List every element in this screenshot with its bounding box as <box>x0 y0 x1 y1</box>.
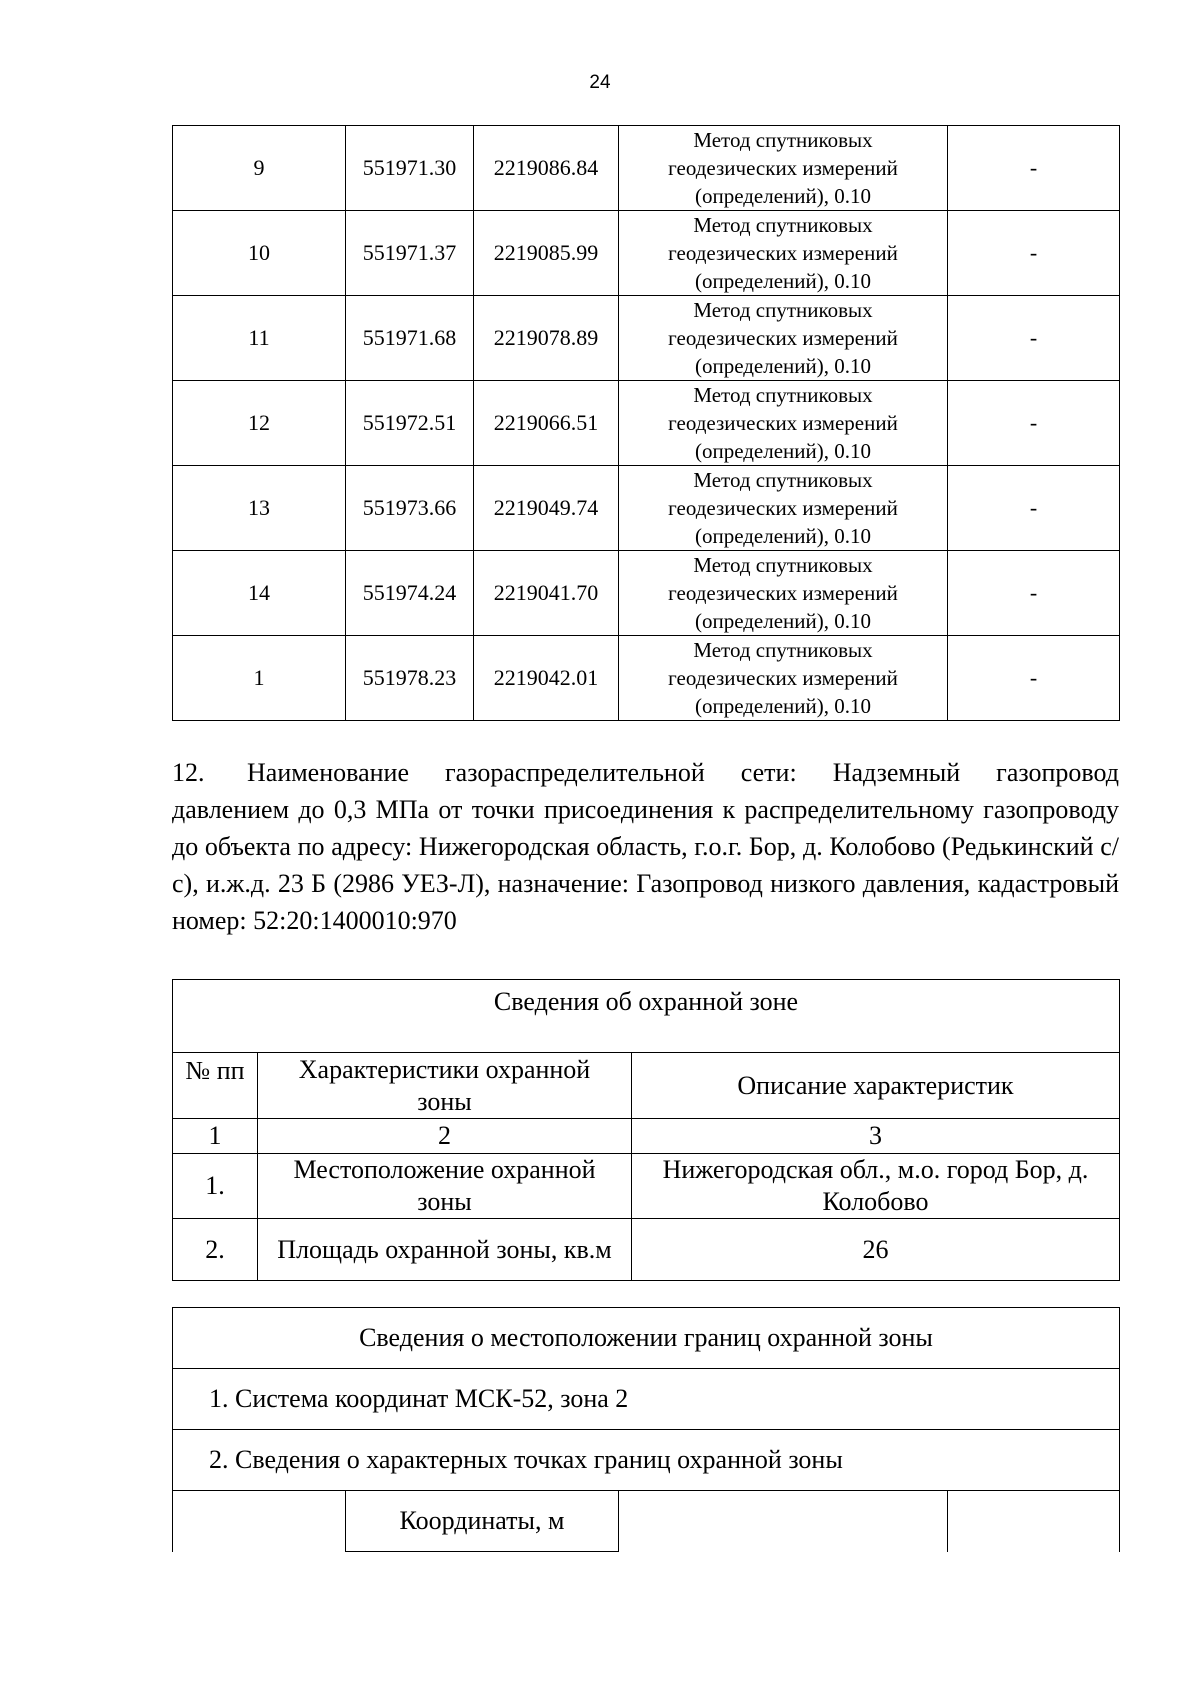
point-number: 10 <box>173 211 346 296</box>
note-cell: - <box>948 211 1120 296</box>
row-characteristic: Площадь охранной зоны, кв.м <box>258 1219 632 1281</box>
method-cell <box>619 211 948 296</box>
note-cell: - <box>948 126 1120 211</box>
coordinate-y: 2219049.74 <box>474 466 619 551</box>
coordinate-x: 551971.30 <box>346 126 474 211</box>
coordinate-y: 2219042.01 <box>474 636 619 721</box>
coordinate-row <box>173 381 1120 466</box>
coordinates-table <box>172 125 1120 721</box>
method-line: (определений), 0.10 <box>694 524 872 548</box>
method-cell <box>619 381 948 466</box>
method-cell <box>619 466 948 551</box>
coordinate-system-item: 1. Система координат МСК-52, зона 2 <box>173 1369 1120 1430</box>
coordinate-row <box>173 636 1120 721</box>
coordinate-x: 551971.68 <box>346 296 474 381</box>
method-line: Метод спутниковых <box>693 383 873 407</box>
boundaries-title: Сведения о местоположении границ охранной зоны <box>173 1308 1120 1369</box>
boundaries-table <box>172 1307 1120 1552</box>
header-number: № пп <box>173 1053 258 1119</box>
coordinate-y: 2219066.51 <box>474 381 619 466</box>
method-line: геодезических измерений <box>668 156 898 180</box>
point-number: 14 <box>173 551 346 636</box>
coordinate-row <box>173 126 1120 211</box>
method-line: геодезических измерений <box>668 496 898 520</box>
point-number: 11 <box>173 296 346 381</box>
zone-table-title: Сведения об охранной зоне <box>173 980 1120 1053</box>
index-cell-3: 3 <box>632 1119 1120 1154</box>
note-cell: - <box>948 636 1120 721</box>
coordinate-x: 551972.51 <box>346 381 474 466</box>
note-cell: - <box>948 381 1120 466</box>
coordinates-header: Координаты, м <box>346 1491 619 1552</box>
header-characteristics <box>258 1053 632 1119</box>
coordinate-row <box>173 466 1120 551</box>
header-characteristics-line1: Характеристики охранной <box>298 1054 591 1084</box>
point-number: 12 <box>173 381 346 466</box>
zone-info-table <box>172 979 1120 1281</box>
method-line: геодезических измерений <box>668 411 898 435</box>
method-cell <box>619 126 948 211</box>
note-cell: - <box>948 296 1120 381</box>
method-line: (определений), 0.10 <box>694 184 872 208</box>
row-description-line1: Нижегородская обл., м.о. город Бор, д. <box>662 1155 1089 1184</box>
coordinate-x: 551971.37 <box>346 211 474 296</box>
method-cell <box>619 636 948 721</box>
row-characteristic <box>258 1154 632 1219</box>
empty-cell <box>619 1491 948 1552</box>
note-cell: - <box>948 551 1120 636</box>
empty-cell <box>173 1491 346 1552</box>
header-description: Описание характеристик <box>632 1053 1120 1119</box>
row-characteristic-line2: зоны <box>417 1187 472 1216</box>
coordinate-y: 2219078.89 <box>474 296 619 381</box>
coordinate-row <box>173 211 1120 296</box>
coordinate-y: 2219086.84 <box>474 126 619 211</box>
method-cell <box>619 551 948 636</box>
coordinate-y: 2219085.99 <box>474 211 619 296</box>
method-line: (определений), 0.10 <box>694 694 872 718</box>
method-line: геодезических измерений <box>668 666 898 690</box>
coordinate-row <box>173 551 1120 636</box>
section-text: Наименование газораспределительной сети: Надземный газопровод давлением до 0,3 МПа от точки присоединения к распределительному газопроводу до объекта по адресу: Нижегородская область, г.о.г. Бор, д. Колобово (Редькинский с/с), и.ж.д. 23 Б (2986 УЕЗ-Л), назначение: Газопровод низкого давления, кадастровый номер: 52:20:1400010:970 <box>172 758 1119 935</box>
coordinate-row <box>173 296 1120 381</box>
section-number: 12. <box>172 758 205 787</box>
method-line: (определений), 0.10 <box>694 609 872 633</box>
point-number: 9 <box>173 126 346 211</box>
row-description <box>632 1154 1120 1219</box>
empty-cell <box>948 1491 1120 1552</box>
row-description-line2: Колобово <box>822 1187 929 1216</box>
page-number: 24 <box>589 72 611 93</box>
coordinate-x: 551973.66 <box>346 466 474 551</box>
method-line: геодезических измерений <box>668 581 898 605</box>
method-line: (определений), 0.10 <box>694 354 872 378</box>
method-line: (определений), 0.10 <box>694 269 872 293</box>
coordinate-y: 2219041.70 <box>474 551 619 636</box>
row-number: 1. <box>173 1154 258 1219</box>
row-characteristic-line1: Местоположение охранной <box>293 1155 596 1184</box>
method-line: (определений), 0.10 <box>694 439 872 463</box>
method-line: Метод спутниковых <box>693 128 873 152</box>
method-line: геодезических измерений <box>668 241 898 265</box>
index-cell-2: 2 <box>258 1119 632 1154</box>
header-characteristics-line2: зоны <box>417 1086 472 1116</box>
boundary-points-item: 2. Сведения о характерных точках границ охранной зоны <box>173 1430 1120 1491</box>
section-paragraph <box>172 754 1119 939</box>
coordinate-x: 551978.23 <box>346 636 474 721</box>
method-line: Метод спутниковых <box>693 468 873 492</box>
method-line: Метод спутниковых <box>693 553 873 577</box>
row-description: 26 <box>632 1219 1120 1281</box>
note-cell: - <box>948 466 1120 551</box>
coordinate-x: 551974.24 <box>346 551 474 636</box>
point-number: 1 <box>173 636 346 721</box>
point-number: 13 <box>173 466 346 551</box>
method-line: Метод спутниковых <box>693 213 873 237</box>
index-cell-1: 1 <box>173 1119 258 1154</box>
method-line: Метод спутниковых <box>693 298 873 322</box>
row-number: 2. <box>173 1219 258 1281</box>
method-line: Метод спутниковых <box>693 638 873 662</box>
method-cell <box>619 296 948 381</box>
method-line: геодезических измерений <box>668 326 898 350</box>
